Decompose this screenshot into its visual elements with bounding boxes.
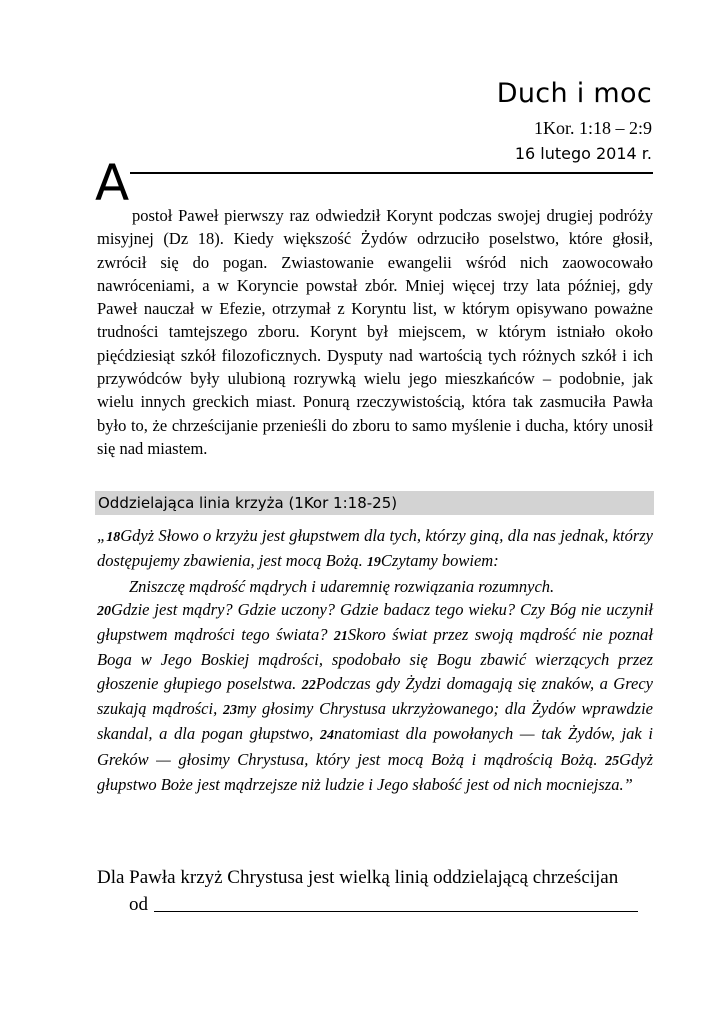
verse-number: 23 xyxy=(222,703,237,719)
page-title: Duch i moc xyxy=(496,78,652,109)
verse-text: natomiast dla powołanych — tak Żydów, jak i Greków — głosimy Chrystusa, który jest mocą Bożą i mądrością Bożą. xyxy=(97,724,653,769)
verse-number: 22 xyxy=(301,677,316,693)
verse-number: 25 xyxy=(605,753,620,769)
verse-text: Skoro świat przez swoją mądrość nie poznał Boga w Jego Boskiej mądrości, spodobało się Bogu zbawić wierzących przez głoszenie głupiego poselstwa. xyxy=(97,625,653,693)
section-heading-bar xyxy=(95,491,654,515)
verse-text: Gdyż głupstwo Boże jest mądrzejsze niż ludzie i Jego słabość jest od nich mocniejsza. xyxy=(97,749,653,794)
quote-close-mark: ” xyxy=(623,774,633,794)
verse-number: 19 xyxy=(366,555,381,571)
verse-number: 20 xyxy=(97,603,111,619)
drop-cap: A xyxy=(95,154,130,212)
intro-paragraph xyxy=(97,204,653,460)
scripture-quote xyxy=(97,524,653,796)
verse-number: 24 xyxy=(320,728,335,744)
verse-text: Gdzie jest mądry? Gdzie uczony? Gdzie badacz tego wieku? Czy Bóg nie uczynił głupstwem mądrości tego świata? xyxy=(97,599,653,645)
verse-citation: Zniszczę mądrość mądrych i udaremnię rozwiązania rozumnych. xyxy=(129,576,555,596)
header-rule xyxy=(130,172,653,174)
statement-prefix: od xyxy=(129,894,148,915)
fill-in-blank[interactable] xyxy=(154,911,638,912)
verse-text: Gdyż Słowo o krzyżu jest głupstwem dla tych, którzy giną, dla nas jednak, którzy dostępujemy zbawienia, jest mocą Bożą. xyxy=(97,526,653,571)
verse-number: 18 xyxy=(106,530,121,545)
statement-line-2 xyxy=(97,891,657,918)
intro-text: postoł Paweł pierwszy raz odwiedził Korynt podczas swojej drugiej podróży misyjnej (Dz 18). Kiedy większość Żydów odrzuciło poselstwo, które głosił, zwrócił się do pogan. Zwiastowanie ewangelii wśród nich zaowocowało nawróceniami, a w Koryncie powstał zbór. Mniej więcej trzy lata później, gdy Paweł nauczał w Efezie, otrzymał z Koryntu list, w którym opisywano poważne trudności tamtejszego zboru. Korynt był miejscem, w którym istniało około pięćdziesiąt szkół filozoficznych. Dysputy nad wartością tych różnych szkół i ich przywódców były ulubioną rozrywką wielu jego mieszkańców – podobnie, jak wielu innych greckich miast. Ponurą rzeczywistością, która tak zasmuciła Pawła było to, że chrześcijanie przenieśli do zboru to samo myślenie i ducha, który unosił się nad miastem. xyxy=(97,206,653,458)
fill-in-statement xyxy=(97,864,657,918)
verse-text: Podczas gdy Żydzi domagają się znaków, a Grecy szukają mądrości, xyxy=(97,673,653,719)
scripture-reference: 1Kor. 1:18 – 2:9 xyxy=(533,118,652,138)
quote-open-mark: „ xyxy=(97,526,107,545)
statement-line: Dla Pawła krzyż Chrystusa jest wielką linią oddzielającą chrześcijan xyxy=(97,867,619,888)
section-heading: Oddzielająca linia krzyża (1Kor 1:18-25) xyxy=(98,494,398,512)
verse-number: 21 xyxy=(333,629,348,645)
verse-text: Czytamy bowiem: xyxy=(380,551,499,571)
verse-text: my głosimy Chrystusa ukrzyżowanego; dla Żydów wprawdzie skandal, a dla pogan głupstwo, xyxy=(97,699,653,744)
sermon-date: 16 lutego 2014 r. xyxy=(514,144,652,163)
